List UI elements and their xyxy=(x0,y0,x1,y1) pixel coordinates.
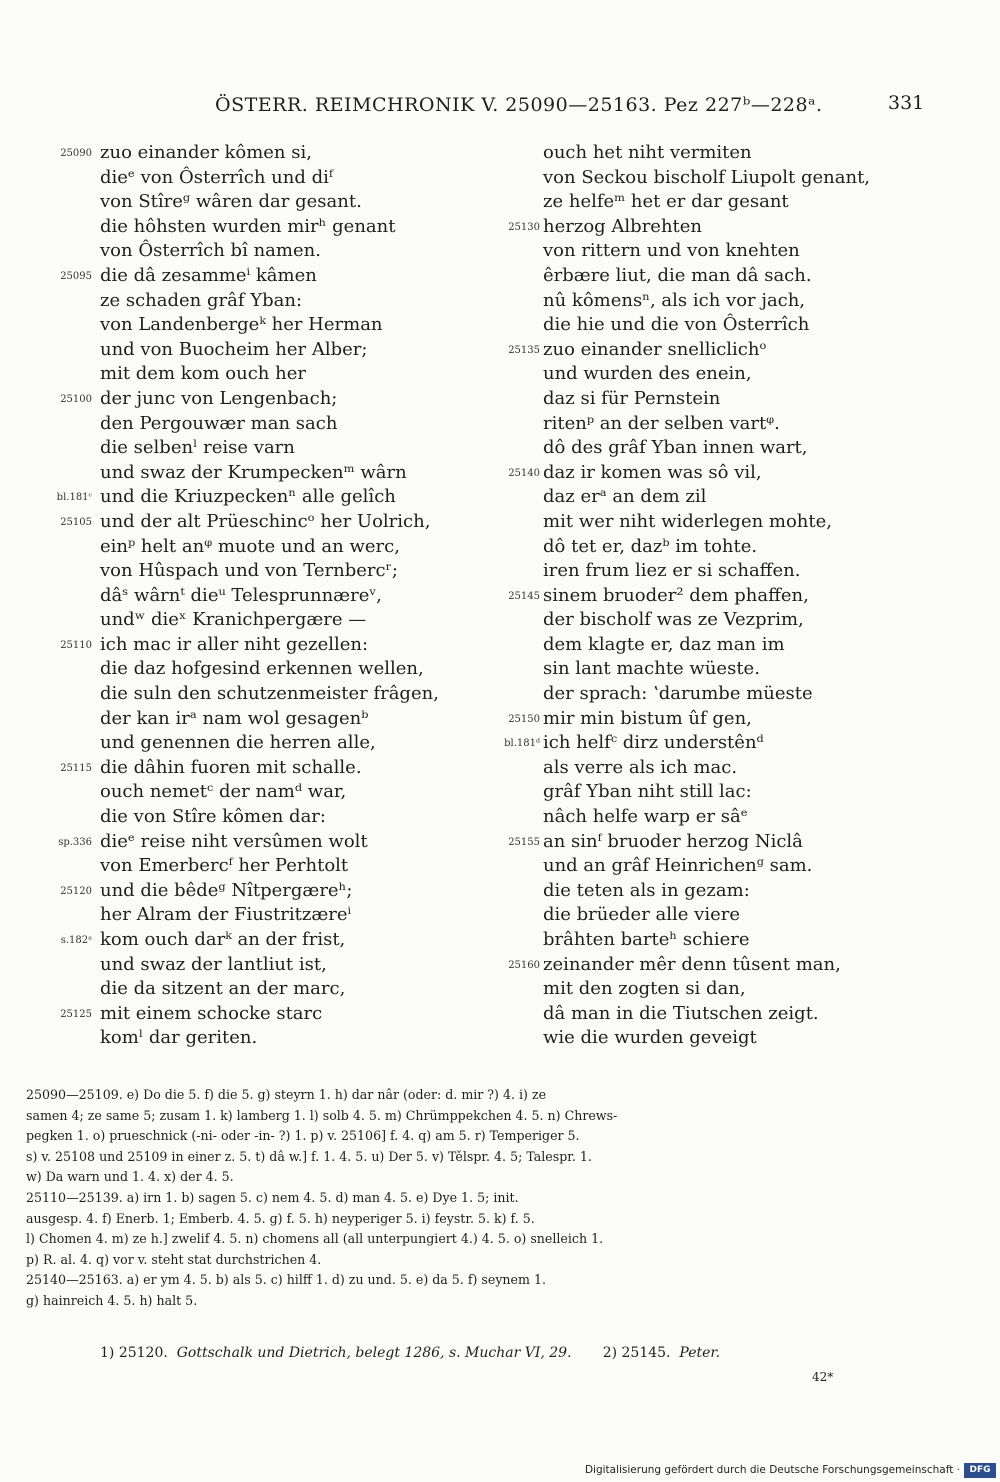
right-verse-column xyxy=(495,141,915,1051)
verse-text: undʷ dieˣ Kranichpergære — xyxy=(100,609,367,631)
verse-text: der junc von Lengenbach; xyxy=(100,387,338,409)
verse-line xyxy=(30,780,470,805)
verse-text: ich helfᶜ dirz understênᵈ xyxy=(543,732,764,754)
verse-text: die hôhsten wurden mirʰ genant xyxy=(100,215,396,237)
line-number: bl.181ᵈ xyxy=(504,738,540,750)
verse-line xyxy=(30,657,470,682)
verse-line xyxy=(495,657,915,682)
verse-line xyxy=(495,903,915,928)
verse-line xyxy=(495,854,915,879)
verse-text: von Hûspach und von Ternbercʳ; xyxy=(100,560,398,582)
verse-line xyxy=(30,707,470,732)
verse-text: ritenᵖ an der selben vartᵠ. xyxy=(543,412,780,434)
apparatus-line: s) v. 25108 und 25109 in einer z. 5. t) dâ w.] f. 1. 4. 5. u) Der 5. v) Tělspr. 4. 5; Talespr. 1. xyxy=(26,1148,592,1164)
footnote-2-label: 2) 25145. xyxy=(602,1345,671,1361)
verse-line xyxy=(495,264,915,289)
verse-text: nû kômensⁿ, als ich vor jach, xyxy=(543,289,806,311)
verse-line xyxy=(495,166,915,191)
footnote-1-label: 1) 25120. xyxy=(100,1345,168,1361)
verse-text: und die Kriuzpeckenⁿ alle gelîch xyxy=(100,486,396,508)
footnote-2-text: Peter. xyxy=(679,1345,721,1361)
verse-text: daz ir komen was sô vil, xyxy=(543,461,762,483)
verse-line xyxy=(495,1026,915,1051)
verse-text: von Seckou bischolf Liupolt genant, xyxy=(543,166,871,188)
verse-text: die hie und die von Ôsterrîch xyxy=(543,314,810,336)
verse-line xyxy=(30,633,470,658)
verse-line xyxy=(30,805,470,830)
critical-apparatus xyxy=(26,1085,916,1312)
verse-line xyxy=(495,461,915,486)
funding-note: Digitalisierung gefördert durch die Deutsche Forschungsgemeinschaft · xyxy=(584,1464,960,1476)
verse-text: kom ouch darᵏ an der frist, xyxy=(100,929,346,950)
verse-text: zuo einander snelliclichᵒ xyxy=(543,338,767,360)
verse-text: mit wer niht widerlegen mohte, xyxy=(543,510,833,532)
apparatus-line: g) hainreich 4. 5. h) halt 5. xyxy=(26,1292,198,1308)
verse-text: dô tet er, dazᵇ im tohte. xyxy=(543,535,758,557)
verse-line xyxy=(495,780,915,805)
line-number: 25120 xyxy=(60,885,92,897)
verse-line xyxy=(30,289,470,314)
verse-line xyxy=(30,756,470,781)
verse-line xyxy=(495,1002,915,1027)
verse-line xyxy=(30,1002,470,1027)
verse-line xyxy=(30,1026,470,1051)
verse-text: dem klagte er, daz man im xyxy=(543,633,785,655)
verse-line xyxy=(495,362,915,387)
verse-text: mir min bistum ûf gen, xyxy=(543,707,752,729)
verse-line xyxy=(495,535,915,560)
apparatus-line: 25110—25139. a) irn 1. b) sagen 5. c) nem 4. 5. d) man 4. 5. e) Dye 1. 5; init. xyxy=(26,1189,519,1205)
verse-text: von Emerbercᶠ her Perhtolt xyxy=(100,855,349,877)
verse-line xyxy=(30,535,470,560)
verse-line xyxy=(30,682,470,707)
line-number: 25105 xyxy=(60,516,92,528)
line-number: 25110 xyxy=(60,639,92,651)
verse-line xyxy=(30,239,470,264)
verse-text: und die bêdeᵍ Nîtpergæreʰ; xyxy=(100,879,353,901)
verse-text: ich mac ir aller niht gezellen: xyxy=(100,633,369,655)
verse-line xyxy=(30,928,470,953)
verse-text: zeinander mêr denn tûsent man, xyxy=(543,953,841,975)
verse-text: und an grâf Heinrichenᵍ sam. xyxy=(543,855,813,877)
line-number: 25095 xyxy=(60,270,92,282)
verse-text: und genennen die herren alle, xyxy=(100,732,376,754)
verse-text: und swaz der Krumpeckenᵐ wârn xyxy=(100,461,407,483)
verse-text: die teten als in gezam: xyxy=(543,879,750,901)
verse-text: die dâ zesammeⁱ kâmen xyxy=(100,264,317,286)
verse-line xyxy=(495,879,915,904)
line-number: 25160 xyxy=(508,959,540,971)
line-number: 25155 xyxy=(508,836,540,848)
verse-text: die suln den schutzenmeister frâgen, xyxy=(100,683,439,705)
verse-line xyxy=(495,215,915,240)
verse-line xyxy=(495,387,915,412)
verse-text: êrbære liut, die man dâ sach. xyxy=(543,264,812,286)
verse-line xyxy=(30,190,470,215)
verse-line xyxy=(495,633,915,658)
apparatus-line: w) Da warn und 1. 4. x) der 4. 5. xyxy=(26,1169,234,1185)
verse-line xyxy=(495,805,915,830)
digitization-footer xyxy=(0,1460,1000,1482)
verse-text: von Ôsterrîch bî namen. xyxy=(100,240,321,262)
verse-text: her Alram der Fiustritzæreⁱ xyxy=(100,904,352,926)
line-number: s.182ᵃ xyxy=(60,935,92,946)
signature-mark: 42* xyxy=(812,1370,834,1384)
verse-line xyxy=(495,608,915,633)
verse-text: dô des grâf Yban innen wart, xyxy=(543,437,808,459)
verse-line xyxy=(30,313,470,338)
verse-text: iren frum liez er si schaffen. xyxy=(543,560,801,582)
verse-line xyxy=(30,879,470,904)
verse-line xyxy=(495,584,915,609)
verse-line xyxy=(495,338,915,363)
line-number: 25150 xyxy=(508,713,540,725)
verse-line xyxy=(30,141,470,166)
verse-line xyxy=(30,854,470,879)
page-number: 331 xyxy=(888,92,925,114)
verse-text: die selbenˡ reise varn xyxy=(100,437,295,459)
verse-line xyxy=(30,215,470,240)
verse-text: der kan irᵃ nam wol gesagenᵇ xyxy=(100,707,369,729)
verse-line xyxy=(30,485,470,510)
verse-text: von rittern und von knehten xyxy=(543,240,800,262)
verse-line xyxy=(495,313,915,338)
verse-line xyxy=(495,756,915,781)
verse-line xyxy=(495,953,915,978)
verse-line xyxy=(495,190,915,215)
apparatus-line: 25140—25163. a) er ym 4. 5. b) als 5. c) hilff 1. d) zu und. 5. e) da 5. f) seynem 1. xyxy=(26,1272,546,1288)
running-header xyxy=(0,92,1000,122)
verse-text: mit dem kom ouch her xyxy=(100,363,306,385)
verse-line xyxy=(495,485,915,510)
verse-line xyxy=(30,412,470,437)
line-number: 25145 xyxy=(508,590,540,602)
verse-text: herzog Albrehten xyxy=(543,215,703,237)
verse-line xyxy=(30,903,470,928)
line-number: 25125 xyxy=(60,1008,92,1020)
verse-text: der bischolf was ze Vezprim, xyxy=(543,609,804,631)
verse-text: dieᵉ reise niht versûmen wolt xyxy=(100,830,368,852)
verse-text: dâ man in die Tiutschen zeigt. xyxy=(543,1002,819,1024)
verse-line xyxy=(495,682,915,707)
verse-line xyxy=(30,559,470,584)
verse-text: als verre als ich mac. xyxy=(543,756,738,778)
verse-text: brâhten barteʰ schiere xyxy=(543,929,750,950)
verse-line xyxy=(30,953,470,978)
verse-text: daz erᵃ an dem zil xyxy=(543,486,707,508)
verse-line xyxy=(30,731,470,756)
verse-text: mit den zogten si dan, xyxy=(543,978,746,1000)
apparatus-line: pegken 1. o) prueschnick (-ni- oder -in- ?) 1. p) v. 25106] f. 4. q) am 5. r) Temperiger 5. xyxy=(26,1128,580,1144)
verse-text: und swaz der lantliut ist, xyxy=(100,953,327,975)
verse-line xyxy=(30,387,470,412)
verse-text: von Stîreᵍ wâren dar gesant. xyxy=(100,191,362,213)
verse-text: mit einem schocke starc xyxy=(100,1002,323,1024)
line-number: 25090 xyxy=(60,148,92,159)
verse-line xyxy=(495,977,915,1002)
verse-line xyxy=(495,928,915,953)
verse-line xyxy=(30,338,470,363)
apparatus-line: l) Chomen 4. m) ze h.] zwelif 4. 5. n) chomens all (all unterpungiert 4.) 4. 5. o) snelleich 1. xyxy=(26,1231,604,1247)
verse-text: die da sitzent an der marc, xyxy=(100,978,346,1000)
apparatus-line: 25090—25109. e) Do die 5. f) die 5. g) steyrn 1. h) dar nâr (oder: d. mir ?) 4. i) ze xyxy=(26,1087,547,1102)
verse-text: komˡ dar geriten. xyxy=(100,1027,258,1049)
apparatus-line: samen 4; ze same 5; zusam 1. k) lamberg 1. l) solb 4. 5. m) Chrümppekchen 4. 5. n) Chrews- xyxy=(26,1107,618,1123)
verse-line xyxy=(495,559,915,584)
verse-line xyxy=(495,239,915,264)
verse-text: ze helfeᵐ het er dar gesant xyxy=(543,191,789,213)
verse-text: zuo einander kômen si, xyxy=(100,142,312,163)
dfg-logo-icon: DFG xyxy=(964,1463,996,1478)
apparatus-line: p) R. al. 4. q) vor v. steht stat durchstrichen 4. xyxy=(26,1251,322,1267)
verse-text: die daz hofgesind erkennen wellen, xyxy=(100,658,424,680)
verse-line xyxy=(30,362,470,387)
verse-line xyxy=(30,584,470,609)
verse-line xyxy=(495,510,915,535)
verse-line xyxy=(30,830,470,855)
verse-text: und von Buocheim her Alber; xyxy=(100,338,368,360)
verse-text: die brüeder alle viere xyxy=(543,904,740,926)
verse-text: die dâhin fuoren mit schalle. xyxy=(100,756,362,778)
verse-line xyxy=(495,289,915,314)
verse-text: sin lant machte wüeste. xyxy=(543,658,760,680)
line-number: sp.336 xyxy=(58,836,92,848)
verse-line xyxy=(30,461,470,486)
line-number: bl.181ᶜ xyxy=(56,492,92,504)
verse-line xyxy=(30,977,470,1002)
footnotes xyxy=(100,1345,720,1361)
verse-text: dâˢ wârnᵗ dieᵘ Telesprunnæreᵛ, xyxy=(100,584,382,606)
verse-text: dieᵉ von Ôsterrîch und diᶠ xyxy=(100,166,333,188)
verse-text: sinem bruoder² dem phaffen, xyxy=(543,584,809,606)
verse-text: einᵖ helt anᵠ muote und an werc, xyxy=(100,535,400,557)
verse-line xyxy=(495,436,915,461)
verse-text: der sprach: ʽdarumbe müeste xyxy=(543,683,813,705)
line-number: 25100 xyxy=(60,393,92,405)
line-number: 25115 xyxy=(60,762,92,774)
verse-text: grâf Yban niht still lac: xyxy=(543,781,752,803)
verse-text: den Pergouwær man sach xyxy=(100,412,338,434)
verse-line xyxy=(495,830,915,855)
verse-line xyxy=(495,731,915,756)
line-number: 25140 xyxy=(508,467,540,479)
apparatus-line: ausgesp. 4. f) Enerb. 1; Emberb. 4. 5. g) f. 5. h) neyperiger 5. i) feystr. 5. k) f. 5. xyxy=(26,1210,535,1226)
verse-line xyxy=(30,510,470,535)
verse-text: und der alt Prüeschincᵒ her Uolrich, xyxy=(100,510,431,532)
verse-line xyxy=(495,707,915,732)
verse-text: ze schaden grâf Yban: xyxy=(100,289,303,311)
verse-line xyxy=(30,166,470,191)
verse-text: an sinᶠ bruoder herzog Niclâ xyxy=(543,830,803,852)
verse-text: von Landenbergeᵏ her Herman xyxy=(100,314,383,336)
verse-line xyxy=(495,412,915,437)
left-verse-column xyxy=(30,141,470,1051)
verse-text: daz si für Pernstein xyxy=(543,387,721,409)
running-title: ÖSTERR. REIMCHRONIK V. 25090—25163. Pez 227ᵇ—228ᵃ. xyxy=(215,94,823,116)
verse-text: nâch helfe warp er sâᵉ xyxy=(543,806,748,828)
verse-text: und wurden des enein, xyxy=(543,363,752,385)
verse-text: ouch het niht vermiten xyxy=(543,142,752,163)
verse-line xyxy=(495,141,915,166)
verse-line xyxy=(30,608,470,633)
verse-text: die von Stîre kômen dar: xyxy=(100,806,326,828)
line-number: 25135 xyxy=(508,344,540,356)
verse-line xyxy=(30,264,470,289)
verse-line xyxy=(30,436,470,461)
line-number: 25130 xyxy=(508,221,540,233)
verse-text: wie die wurden geveigt xyxy=(543,1027,757,1049)
verse-text: ouch nemetᶜ der namᵈ war, xyxy=(100,781,347,803)
footnote-1-text: Gottschalk und Dietrich, belegt 1286, s. Muchar VI, 29. xyxy=(176,1345,572,1361)
